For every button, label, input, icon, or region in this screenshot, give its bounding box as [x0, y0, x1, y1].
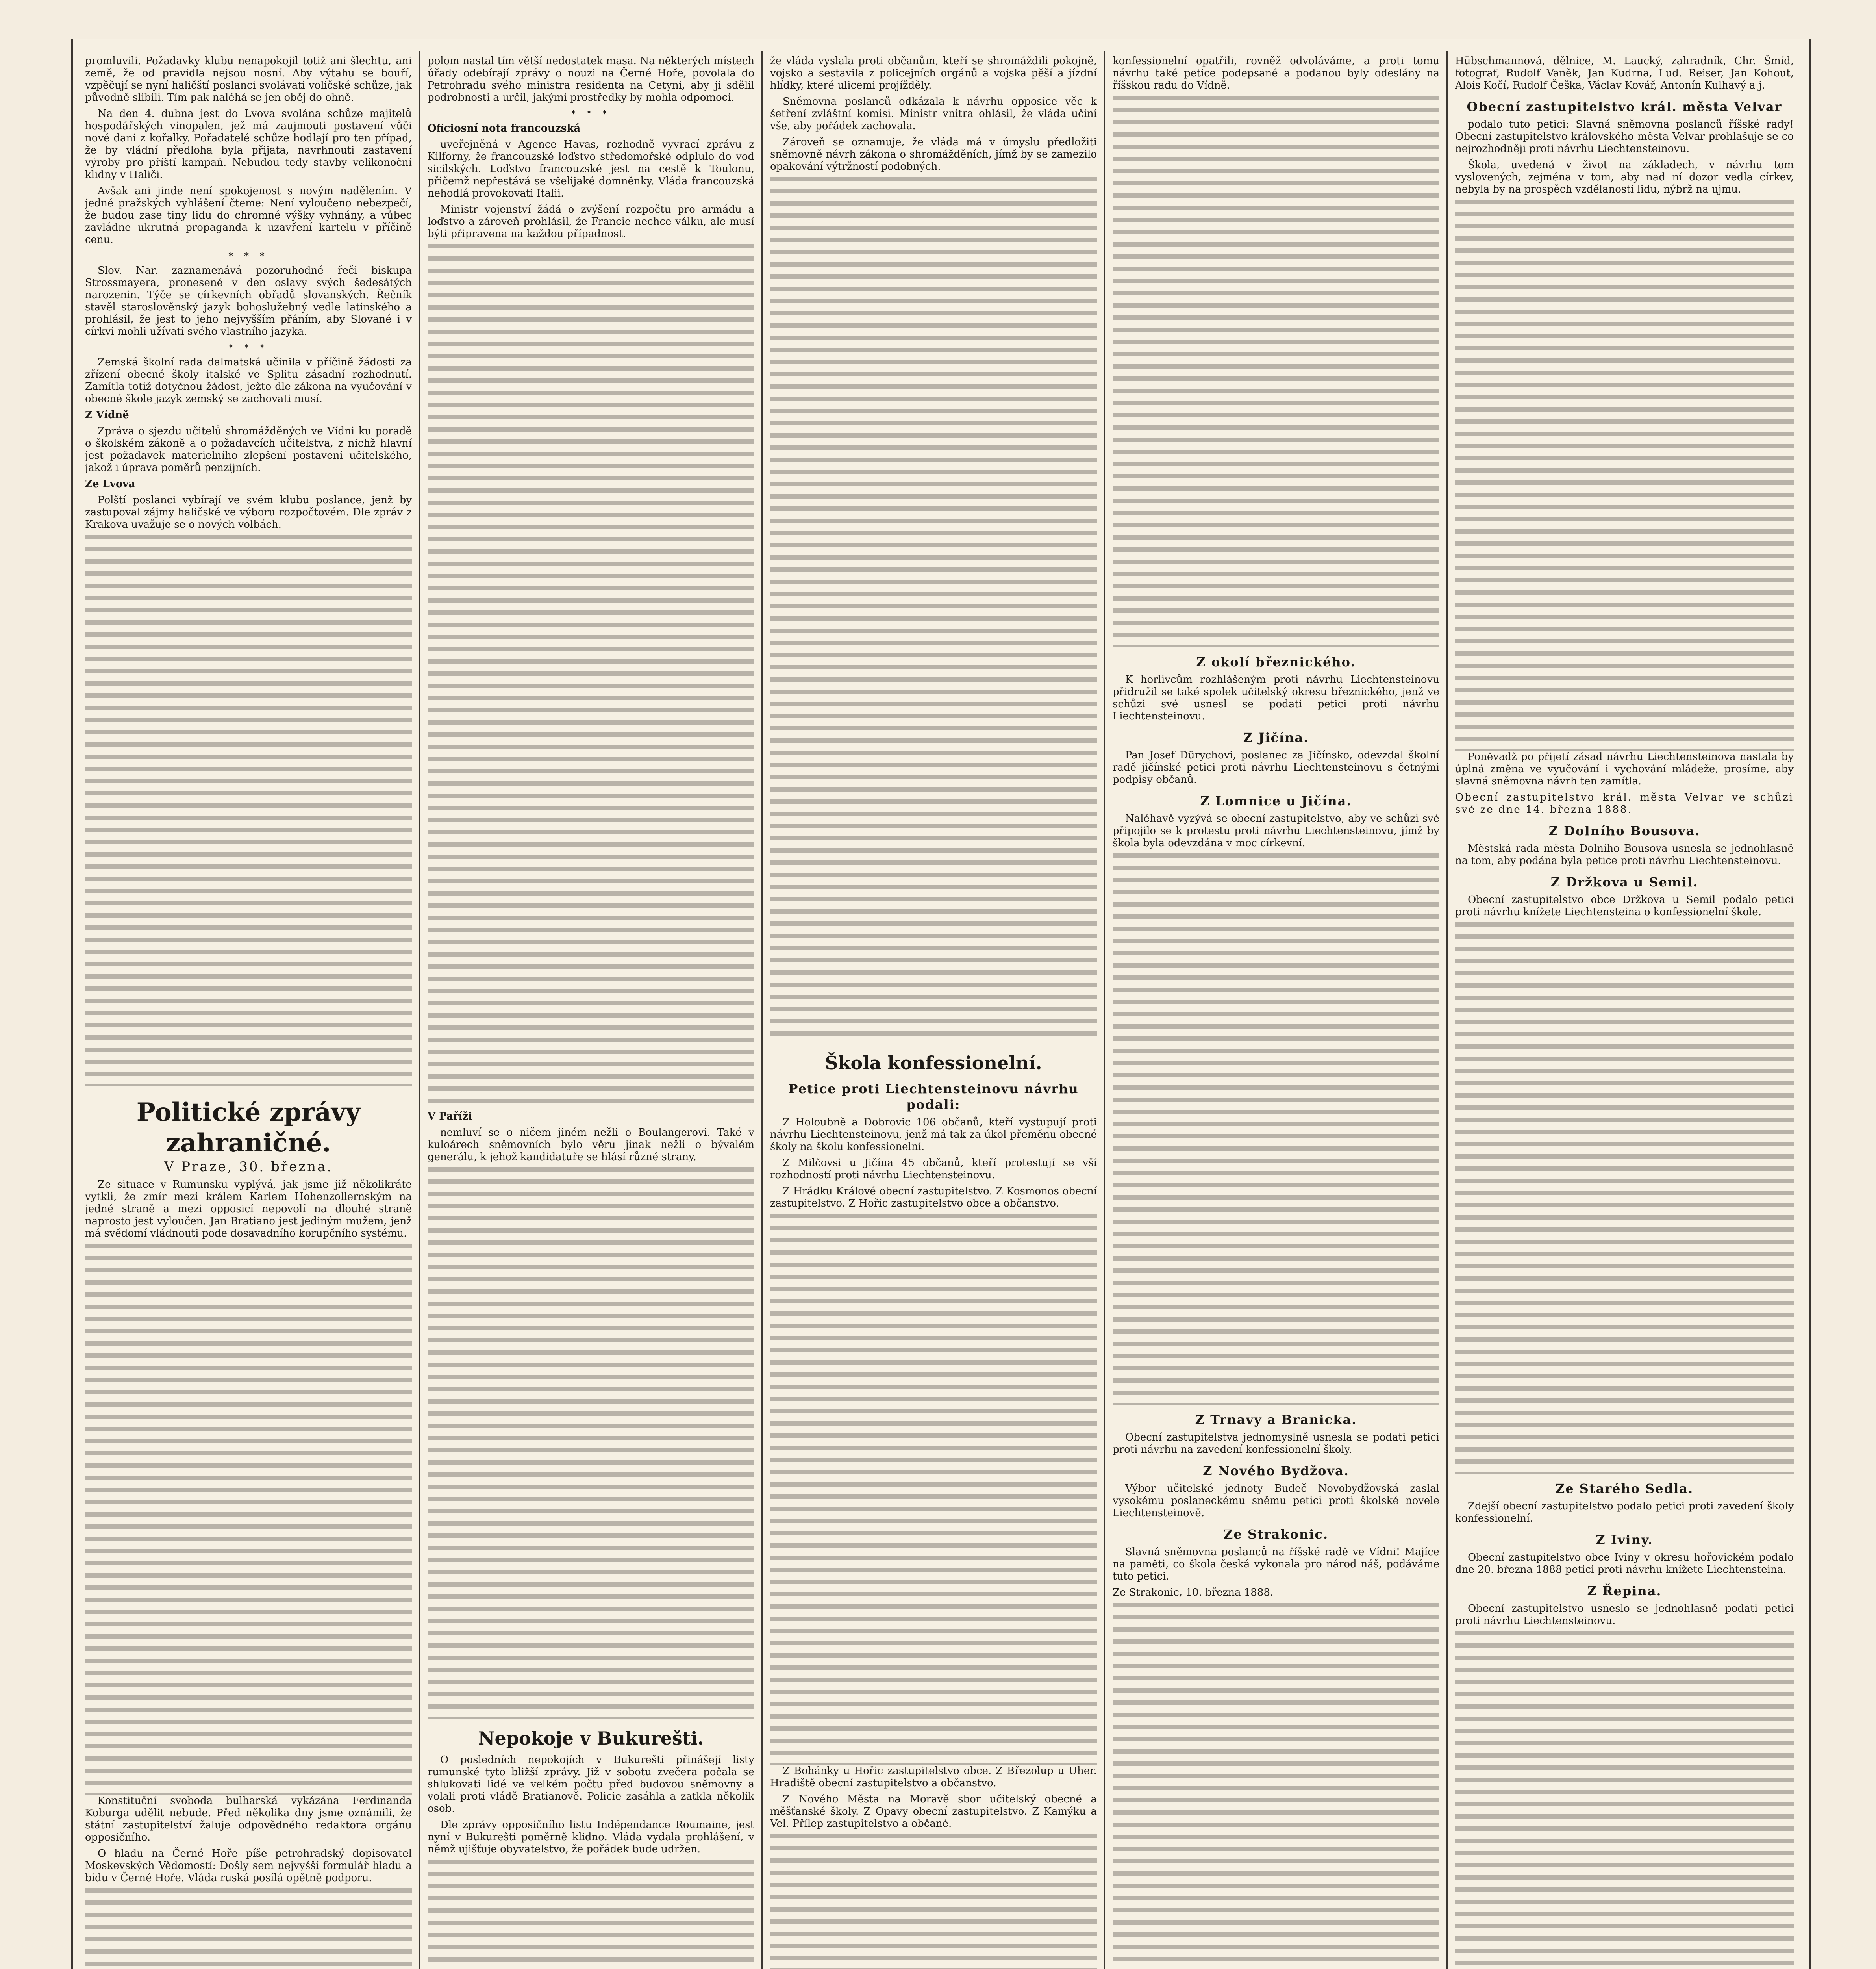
paragraph: Konstituční svoboda bulharská vykázána Ferdinanda Koburga udělit nebude. Před několika dny jsme oznámili, že státní zastupitelství žaluje odpovědného redaktora orgánu opposičního. — [85, 1795, 412, 1843]
paragraph: podalo tuto petici: Slavná sněmovna poslanců říšské rady! Obecní zastupitelstvo královského města Velvar prohlašuje se co nejrozhodněji proti návrhu Liechtensteinovu. — [1455, 119, 1794, 155]
text-block — [428, 1167, 754, 1719]
column-5 — [1455, 55, 1794, 1969]
paragraph: Obecní zastupitelstvo obce Držkova u Semil podalo petici proti návrhu knížete Liechtensteina o konfessionelní škole. — [1455, 894, 1794, 918]
paragraph: Zároveň se oznamuje, že vláda má v úmyslu předložiti sněmovně návrh zákona o shromážděních, jímž by se zamezilo opakování výtržností podobných. — [770, 136, 1097, 172]
paragraph: Sněmovna poslanců odkázala k návrhu opposice věc k šetření zvláštní komisi. Ministr vnitra ohlásil, že vláda učiní vše, aby pořádek zachovala. — [770, 96, 1097, 132]
column-rule — [1104, 51, 1105, 1969]
paragraph: Škola, uvedená v život na základech, v návrhu tom vyslovených, zejména v tom, aby nad ní dozor vedla církev, nebyla by na prospěch vzdělanosti lidu, nýbrž na ujmu. — [1455, 159, 1794, 195]
column-rule — [1446, 51, 1448, 1969]
article-heading: Ze Strakonic. — [1224, 1527, 1328, 1542]
paragraph: Slavná sněmovna poslanců na říšské radě ve Vídni! Majíce na paměti, co škola česká vykonala pro národ náš, podáváme tuto petici. — [1113, 1546, 1439, 1582]
section-heading: Škola konfessionelní. — [825, 1052, 1042, 1073]
text-block — [85, 1244, 412, 1795]
paragraph: Z Hrádku Králové obecní zastupitelstvo. Z Kosmonos obecní zastupitelstvo. Z Hořic zastupitelstvo obce a občanstvo. — [770, 1185, 1097, 1209]
paragraph: Zemská školní rada dalmatská učinila v příčině žádosti za zřízení obecné školy italské ve Splitu zásadní rozhodnutí. Zamítla totiž dotyčnou žádost, ježto dle zákona na vyučování v obecné škole jazyk zemský se zachovati musí. — [85, 356, 412, 405]
text-block — [1455, 1631, 1794, 1969]
paragraph: Na den 4. dubna jest do Lvova svolána schůze majitelů hospodářských vinopalen, jež má zaujmouti postavení vůči nové dani z kořalky. Pořadatelé schůze hodlají pro ten případ, že by vládní předloha byla přijata, navrhnouti zastavení výroby pro příští kampaň. Nebudou tedy stavby velikonoční klidny v Haliči. — [85, 108, 412, 181]
article-heading: Z Dolního Bousova. — [1548, 823, 1700, 838]
paragraph: Obecní zastupitelstvo obce Iviny v okresu hořovickém podalo dne 20. března 1888 petici proti návrhu knížete Liechtensteina. — [1455, 1552, 1794, 1576]
column-rule — [761, 51, 763, 1969]
paragraph: Zpráva o sjezdu učitelů shromážděných ve Vídni ku poradě o školském zákoně a o požadavcích učitelstva, z nichž hlavní jest požadavek materielního zlepšení postavení učitelského, jakož i úprava poměrů penzijních. — [85, 425, 412, 474]
article-heading: Z Trnavy a Branicka. — [1195, 1412, 1357, 1427]
paragraph: Naléhavě vyzývá se obecní zastupitelstvo, aby ve schůzi své připojilo se k protestu proti návrhu Liechtensteinovu, jímž by škola byla odevzdána v moc církevní. — [1113, 813, 1439, 849]
article-heading: Z Řepina. — [1587, 1583, 1662, 1598]
paragraph: O posledních nepokojích v Bukurešti přinášejí listy rumunské tyto bližší zprávy. Již v sobotu zvečera počala se shlukovati lidé ve velkém počtu před budovou sněmovny a volali proti vládě Bratianově. Policie zasáhla a zatkla několik osob. — [428, 1754, 754, 1815]
article-lead: V Paříži — [428, 1111, 472, 1122]
paragraph: Ze situace v Rumunsku vyplývá, jak jsme již několikráte vytkli, že zmír mezi králem Karlem Hohenzollernským na jedné straně a mezi opposicí nepovolí na dlouhé straně naprosto jest vyloučen. Jan Bratiano jest jediným mužem, jenž má svědomí vládnouti pode dosavadního korupčního systému. — [85, 1179, 412, 1239]
article-heading: Z Nového Bydžova. — [1203, 1463, 1349, 1478]
paragraph: K horlivcům rozhlášeným proti návrhu Liechtensteinovu přidružil se také spolek učitelský okresu březnického, jenž ve schůzi své usnesl se podati petici proti návrhu Liechtensteinovu. — [1113, 674, 1439, 722]
column-2 — [428, 55, 754, 1969]
text-block — [85, 535, 412, 1086]
paragraph: nemluví se o ničem jiném nežli o Boulangerovi. Také v kuloárech sněmovních bylo věru jinak nežli o bývalém generálu, k jehož kandidatuře se hlásí různé strany. — [428, 1127, 754, 1163]
newspaper-page — [71, 39, 1811, 1969]
paragraph: Obecní zastupitelstva jednomyslně usnesla se podati petici proti návrhu na zavedení konfessionelní školy. — [1113, 1431, 1439, 1455]
text-block — [770, 1834, 1097, 1969]
text-block — [1455, 200, 1794, 751]
paragraph: Z Milčovsi u Jičína 45 občanů, kteří protestují se vší rozhodností proti návrhu Liechtensteinovu. — [770, 1157, 1097, 1181]
article-lead: Ze Lvova — [85, 478, 135, 490]
paragraph: Výbor učitelské jednoty Budeč Novobydžovská zaslal vysokému poslaneckému sněmu petici proti školské novele Liechtensteinově. — [1113, 1483, 1439, 1519]
section-heading: Politické zprávy zahraničné. — [136, 1098, 361, 1158]
column-rule — [419, 51, 420, 1969]
paragraph: Zdejší obecní zastupitelstvo podalo petici proti zavedení školy konfessionelní. — [1455, 1500, 1794, 1524]
paragraph: Hübschmannová, dělnice, M. Laucký, zahradník, Chr. Šmíd, fotograf, Rudolf Vaněk, Jan Kudrna, Lud. Reiser, Jan Kohout, Alois Kočí, Rudolf Češka, Václav Kovář, Antonín Kulhavý a j. — [1455, 55, 1794, 91]
text-block — [1113, 853, 1439, 1405]
paragraph: Z Nového Města na Moravě sbor učitelský obecné a měšťanské školy. Z Opavy obecní zastupitelstvo. Z Kamýku a Vel. Přílep zastupitelstvo a občané. — [770, 1793, 1097, 1830]
column-4 — [1113, 55, 1439, 1969]
paragraph: Poněvadž po přijetí zásad návrhu Liechtensteinova nastala by úplná změna ve vyučování i vychování mládeže, prosíme, aby slavná sněmovna návrh ten zamítla. — [1455, 751, 1794, 787]
text-block — [428, 1860, 754, 1969]
paragraph: O hladu na Černé Hoře píše petrohradský dopisovatel Moskevských Vědomostí: Došly sem nejvyšší formulář hladu a bídu v Černé Hoře. Vláda ruská posílá opětně podporu. — [85, 1848, 412, 1884]
separator: * * * — [228, 342, 269, 353]
article-heading: Z Lomnice u Jičína. — [1200, 794, 1352, 808]
paragraph: promluvili. Požadavky klubu nenapokojil totiž ani šlechtu, ani země, že od pravidla nejsou nosní. Aby výtahu se bouří, vzpěčují se nyní haličští poslanci svolávati voličské schůze, jak původně slibili. Tím pak naléhá se jen oběj do ohně. — [85, 55, 412, 104]
paragraph: Ministr vojenství žádá o zvýšení rozpočtu pro armádu a loďstvo a zároveň prohlásil, že Francie nechce válku, ale musí býti připravena na každou případnost. — [428, 204, 754, 240]
text-block — [1113, 1603, 1439, 1969]
paragraph: Slov. Nar. zaznamenává pozoruhodné řeči biskupa Strossmayera, pronesené v den oslavy svých šedesátých narozenin. Týče se církevních obřadů slovanských. Řečník stavěl staroslověnský jazyk bohoslužebný vedle latinského a prohlásil, že jest to jeho nejvyšším přáním, aby Slované i v církvi mohli užívati svého vlastního jazyka. — [85, 265, 412, 337]
section-heading: Nepokoje v Bukurešti. — [478, 1728, 704, 1749]
dateline: Ze Strakonic, 10. března 1888. — [1113, 1587, 1274, 1598]
paragraph: polom nastal tím větší nedostatek masa. Na některých místech úřady odebírají zprávy o nouzi na Černé Hoře, povolala do Petrohradu svého ministra residenta na Cetyni, aby ji sdělil podrobnosti a určil, jakými prostředky by mohla odpomoci. — [428, 55, 754, 104]
text-block — [1113, 96, 1439, 647]
paragraph: Dle zprávy opposičního listu Indépendance Roumaine, jest nyní v Bukurešti poměrně klidno. Vláda vydala prohlášení, v němž ujišťuje obyvatelstvo, že pořádek bude udržen. — [428, 1819, 754, 1855]
paragraph: Polští poslanci vybírají ve svém klubu poslance, jenž by zastupoval zájmy haličské ve výboru rozpočtovém. Dle zpráv z Krakova uvažuje se o nových volbách. — [85, 494, 412, 530]
signature-line: Obecní zastupitelstvo král. města Velvar ve schůzi své ze dne 14. března 1888. — [1455, 792, 1794, 816]
paragraph: Z Holoubně a Dobrovic 106 občanů, kteří vystupují proti návrhu Liechtensteinovu, jenž má tak za úkol přeměnu obecné školy na školu konfessionelní. — [770, 1116, 1097, 1153]
article-lead: Z Vídně — [85, 409, 129, 421]
paragraph: Avšak ani jinde není spokojenost s novým nadělením. V jedné pražských vyhlášení čteme: Není vyloučeno nebezpečí, že budou zase tiny lidu do chromné výšky vyhnány, a vůbec zavládne ukrutná propaganda k uzavření kartelu v příčině cenu. — [85, 185, 412, 246]
paragraph: Z Bohánky u Hořic zastupitelstvo obce. Z Březolup u Uher. Hradiště obecní zastupitelstvo a občanstvo. — [770, 1765, 1097, 1789]
text-block — [770, 1214, 1097, 1765]
article-lead: Oficiosní nota francouzská — [428, 122, 581, 134]
subsection-heading: Petice proti Liechtensteinovu návrhu podali: — [788, 1081, 1079, 1112]
paragraph: Pan Josef Dürychovi, poslanec za Jičínsko, odevzdal školní radě jičínské petici proti návrhu Liechtensteinovu s četnými podpisy občanů. — [1113, 749, 1439, 786]
text-block — [85, 1888, 412, 1969]
column-3 — [770, 55, 1097, 1969]
paragraph: konfessionelní opatřili, rovněž odvoláváme, a proti tomu návrhu také petice podepsané a podanou byly odeslány na říšskou radu do Vídně. — [1113, 55, 1439, 91]
article-heading: Z okolí březnického. — [1196, 654, 1356, 669]
separator: * * * — [571, 108, 611, 119]
paragraph: Městská rada města Dolního Bousova usnesla se jednohlasně na tom, aby podána byla petice proti návrhu Liechtensteinovu. — [1455, 843, 1794, 867]
paragraph: uveřejněná v Agence Havas, rozhodně vyvrací zprávu z Kilforny, že francouzské loďstvo středomořské odplulo do vod sicilských. Loďstvo francouzské jest na cestě k Toulonu, přičemž nepřestává se všelijaké domněnky. Vláda francouzská nehodlá provokovati Italii. — [428, 139, 754, 199]
article-heading: Ze Starého Sedla. — [1555, 1481, 1694, 1496]
article-heading: Z Jičína. — [1243, 730, 1309, 745]
paragraph: že vláda vyslala proti občanům, kteří se shromáždili pokojně, vojsko a sestavila z policejních orgánů a vojska pěší a jízdní hlídky, které ulicemi projížděly. — [770, 55, 1097, 91]
article-heading: Obecní zastupitelstvo král. města Velvar — [1467, 99, 1782, 114]
column-1 — [85, 55, 412, 1969]
text-block — [770, 177, 1097, 1043]
paragraph: Obecní zastupitelstvo usneslo se jednohlasně podati petici proti návrhu Liechtensteinovu. — [1455, 1603, 1794, 1627]
article-heading: Z Držkova u Semil. — [1550, 875, 1698, 890]
dateline: V Praze, 30. března. — [164, 1159, 333, 1175]
text-block — [1455, 922, 1794, 1474]
article-heading: Z Iviny. — [1596, 1532, 1653, 1547]
separator: * * * — [228, 250, 269, 261]
text-block — [428, 244, 754, 1111]
